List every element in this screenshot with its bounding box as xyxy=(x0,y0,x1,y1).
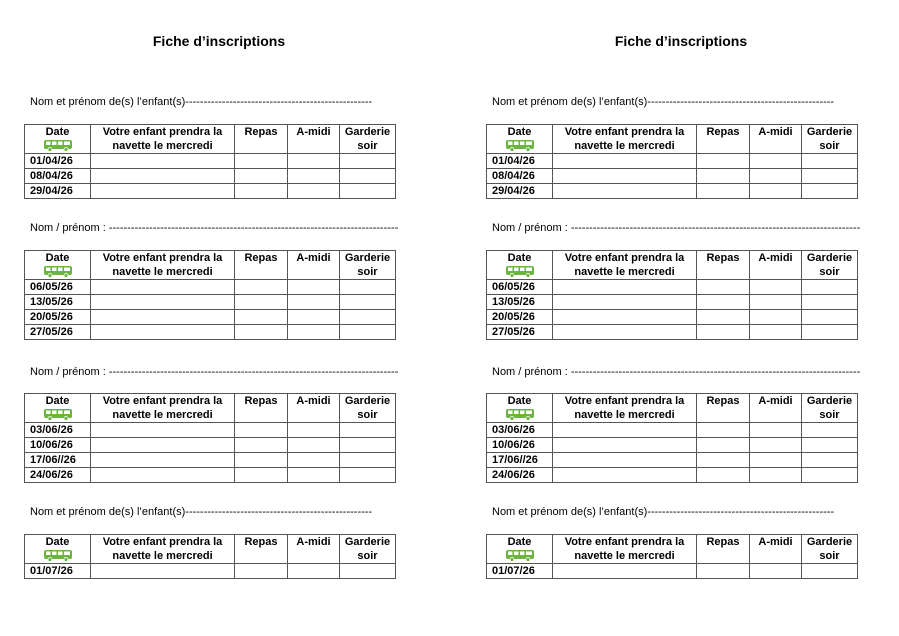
entry-cell-shuttle[interactable] xyxy=(553,564,697,579)
entry-cell-meal[interactable] xyxy=(235,468,288,483)
date-cell: 08/04/26 xyxy=(25,169,91,184)
column-header-shuttle: Votre enfant prendra la navette le mercredi xyxy=(553,125,697,154)
entry-cell-evening-care[interactable] xyxy=(340,325,396,340)
column-header-afternoon: A-midi xyxy=(288,251,340,280)
table-row xyxy=(487,468,858,483)
column-header-date xyxy=(25,125,91,154)
entry-cell-shuttle[interactable] xyxy=(91,310,235,325)
bus-icon xyxy=(505,265,535,278)
column-header-date xyxy=(487,251,553,280)
child-name-line: Nom et prénom de(s) l’enfant(s)--------------------------------------------------- xyxy=(30,506,373,518)
table-header-row xyxy=(25,535,396,564)
table-row xyxy=(487,453,858,468)
child-name-line: Nom / prénom : ------------------------------------------------------------------------------- xyxy=(30,222,399,234)
column-header-evening-care: Garderie soir xyxy=(802,125,858,154)
entry-cell-afternoon[interactable] xyxy=(288,184,340,199)
bus-icon xyxy=(43,139,73,152)
entry-cell-evening-care[interactable] xyxy=(802,295,858,310)
date-cell: 10/06/26 xyxy=(487,438,553,453)
date-cell: 06/05/26 xyxy=(487,280,553,295)
column-header-meal: Repas xyxy=(697,535,750,564)
entry-cell-meal[interactable] xyxy=(697,310,750,325)
column-header-meal: Repas xyxy=(235,251,288,280)
column-header-afternoon: A-midi xyxy=(288,125,340,154)
entry-cell-evening-care[interactable] xyxy=(802,154,858,169)
entry-cell-shuttle[interactable] xyxy=(91,295,235,310)
date-cell: 20/05/26 xyxy=(25,310,91,325)
registration-table xyxy=(24,534,396,579)
entry-cell-shuttle[interactable] xyxy=(553,310,697,325)
entry-cell-afternoon[interactable] xyxy=(288,295,340,310)
table-header-row xyxy=(25,251,396,280)
entry-cell-meal[interactable] xyxy=(235,295,288,310)
entry-cell-shuttle[interactable] xyxy=(91,169,235,184)
column-header-date xyxy=(487,125,553,154)
entry-cell-evening-care[interactable] xyxy=(340,423,396,438)
table-row xyxy=(25,295,396,310)
column-header-meal: Repas xyxy=(697,394,750,423)
entry-cell-evening-care[interactable] xyxy=(802,453,858,468)
bus-icon-wrapper xyxy=(487,265,552,278)
entry-cell-evening-care[interactable] xyxy=(340,453,396,468)
entry-cell-afternoon[interactable] xyxy=(750,325,802,340)
bus-icon xyxy=(505,408,535,421)
registration-table xyxy=(486,250,858,340)
entry-cell-afternoon[interactable] xyxy=(288,438,340,453)
entry-cell-afternoon[interactable] xyxy=(750,280,802,295)
column-header-afternoon: A-midi xyxy=(750,394,802,423)
entry-cell-meal[interactable] xyxy=(235,310,288,325)
registration-table xyxy=(486,534,858,579)
column-header-shuttle: Votre enfant prendra la navette le mercredi xyxy=(91,394,235,423)
column-header-afternoon: A-midi xyxy=(750,125,802,154)
date-header-label: Date xyxy=(45,395,70,407)
entry-cell-evening-care[interactable] xyxy=(802,564,858,579)
entry-cell-evening-care[interactable] xyxy=(340,295,396,310)
date-header-label: Date xyxy=(45,536,70,548)
bus-icon-wrapper xyxy=(25,408,90,421)
date-cell: 27/05/26 xyxy=(487,325,553,340)
entry-cell-meal[interactable] xyxy=(697,169,750,184)
date-header-label: Date xyxy=(45,126,70,138)
entry-cell-afternoon[interactable] xyxy=(750,169,802,184)
entry-cell-afternoon[interactable] xyxy=(750,468,802,483)
entry-cell-meal[interactable] xyxy=(697,325,750,340)
entry-cell-evening-care[interactable] xyxy=(802,423,858,438)
column-header-afternoon: A-midi xyxy=(750,251,802,280)
entry-cell-meal[interactable] xyxy=(697,280,750,295)
entry-cell-afternoon[interactable] xyxy=(750,423,802,438)
registration-table xyxy=(24,250,396,340)
entry-cell-afternoon[interactable] xyxy=(288,310,340,325)
column-header-shuttle: Votre enfant prendra la navette le mercredi xyxy=(91,251,235,280)
entry-cell-meal[interactable] xyxy=(697,453,750,468)
bus-icon-wrapper xyxy=(25,139,90,152)
column-header-shuttle: Votre enfant prendra la navette le mercredi xyxy=(553,251,697,280)
entry-cell-meal[interactable] xyxy=(697,468,750,483)
entry-cell-shuttle[interactable] xyxy=(91,325,235,340)
column-header-date xyxy=(25,394,91,423)
bus-icon-wrapper xyxy=(487,408,552,421)
table-row xyxy=(487,154,858,169)
bus-icon xyxy=(505,549,535,562)
entry-cell-shuttle[interactable] xyxy=(91,468,235,483)
table-row xyxy=(25,325,396,340)
child-name-line: Nom / prénom : ------------------------------------------------------------------------------- xyxy=(492,222,861,234)
column-header-afternoon: A-midi xyxy=(288,394,340,423)
table-row xyxy=(487,169,858,184)
entry-cell-meal[interactable] xyxy=(235,154,288,169)
column-header-evening-care: Garderie soir xyxy=(802,394,858,423)
entry-cell-shuttle[interactable] xyxy=(553,169,697,184)
table-header-row xyxy=(487,251,858,280)
column-header-shuttle: Votre enfant prendra la navette le mercredi xyxy=(91,535,235,564)
registration-table xyxy=(24,393,396,483)
date-cell: 03/06/26 xyxy=(25,423,91,438)
entry-cell-evening-care[interactable] xyxy=(340,468,396,483)
table-row xyxy=(487,184,858,199)
column-header-evening-care: Garderie soir xyxy=(340,535,396,564)
entry-cell-meal[interactable] xyxy=(235,438,288,453)
table-row xyxy=(487,280,858,295)
table-row xyxy=(25,184,396,199)
entry-cell-evening-care[interactable] xyxy=(802,325,858,340)
entry-cell-afternoon[interactable] xyxy=(288,169,340,184)
entry-cell-shuttle[interactable] xyxy=(91,280,235,295)
child-name-line: Nom et prénom de(s) l’enfant(s)--------------------------------------------------- xyxy=(492,96,835,108)
table-row xyxy=(25,169,396,184)
date-cell: 17/06//26 xyxy=(25,453,91,468)
date-header-label: Date xyxy=(507,252,532,264)
table-row xyxy=(25,310,396,325)
table-header-row xyxy=(25,125,396,154)
entry-cell-shuttle[interactable] xyxy=(553,325,697,340)
bus-icon xyxy=(43,265,73,278)
column-header-date xyxy=(487,394,553,423)
column-header-evening-care: Garderie soir xyxy=(340,125,396,154)
date-cell: 01/07/26 xyxy=(25,564,91,579)
table-row xyxy=(25,564,396,579)
bus-icon xyxy=(505,139,535,152)
date-cell: 13/05/26 xyxy=(25,295,91,310)
date-cell: 17/06//26 xyxy=(487,453,553,468)
column-header-evening-care: Garderie soir xyxy=(340,251,396,280)
table-header-row xyxy=(25,394,396,423)
entry-cell-meal[interactable] xyxy=(235,184,288,199)
entry-cell-evening-care[interactable] xyxy=(802,310,858,325)
entry-cell-shuttle[interactable] xyxy=(553,438,697,453)
column-header-shuttle: Votre enfant prendra la navette le mercredi xyxy=(91,125,235,154)
entry-cell-shuttle[interactable] xyxy=(553,184,697,199)
entry-cell-evening-care[interactable] xyxy=(802,184,858,199)
date-cell: 20/05/26 xyxy=(487,310,553,325)
table-row xyxy=(487,295,858,310)
date-header-label: Date xyxy=(507,536,532,548)
table-row xyxy=(487,423,858,438)
table-row xyxy=(25,468,396,483)
entry-cell-evening-care[interactable] xyxy=(340,280,396,295)
entry-cell-evening-care[interactable] xyxy=(340,438,396,453)
bus-icon xyxy=(43,408,73,421)
entry-cell-meal[interactable] xyxy=(697,295,750,310)
registration-table xyxy=(24,124,396,199)
entry-cell-shuttle[interactable] xyxy=(553,423,697,438)
column-header-date xyxy=(25,535,91,564)
table-header-row xyxy=(487,535,858,564)
entry-cell-shuttle[interactable] xyxy=(553,295,697,310)
entry-cell-afternoon[interactable] xyxy=(750,310,802,325)
entry-cell-meal[interactable] xyxy=(697,154,750,169)
date-cell: 10/06/26 xyxy=(25,438,91,453)
column-header-meal: Repas xyxy=(235,125,288,154)
date-cell: 03/06/26 xyxy=(487,423,553,438)
bus-icon-wrapper xyxy=(487,139,552,152)
bus-icon-wrapper xyxy=(487,549,552,562)
registration-table xyxy=(486,393,858,483)
date-cell: 01/04/26 xyxy=(25,154,91,169)
date-header-label: Date xyxy=(507,126,532,138)
entry-cell-afternoon[interactable] xyxy=(750,295,802,310)
entry-cell-afternoon[interactable] xyxy=(288,325,340,340)
entry-cell-evening-care[interactable] xyxy=(802,169,858,184)
entry-cell-afternoon[interactable] xyxy=(750,154,802,169)
bus-icon-wrapper xyxy=(25,549,90,562)
entry-cell-evening-care[interactable] xyxy=(802,280,858,295)
form-title: Fiche d’inscriptions xyxy=(614,33,748,49)
bus-icon-wrapper xyxy=(25,265,90,278)
column-header-shuttle: Votre enfant prendra la navette le mercredi xyxy=(553,535,697,564)
entry-cell-shuttle[interactable] xyxy=(553,453,697,468)
column-header-meal: Repas xyxy=(235,394,288,423)
table-row xyxy=(25,438,396,453)
column-header-date xyxy=(25,251,91,280)
table-row xyxy=(487,564,858,579)
column-header-evening-care: Garderie soir xyxy=(802,535,858,564)
entry-cell-shuttle[interactable] xyxy=(91,184,235,199)
entry-cell-shuttle[interactable] xyxy=(91,453,235,468)
column-header-date xyxy=(487,535,553,564)
date-cell: 08/04/26 xyxy=(487,169,553,184)
date-cell: 29/04/26 xyxy=(487,184,553,199)
date-header-label: Date xyxy=(45,252,70,264)
entry-cell-afternoon[interactable] xyxy=(288,564,340,579)
entry-cell-evening-care[interactable] xyxy=(340,310,396,325)
entry-cell-shuttle[interactable] xyxy=(91,423,235,438)
entry-cell-shuttle[interactable] xyxy=(91,438,235,453)
entry-cell-afternoon[interactable] xyxy=(288,468,340,483)
entry-cell-afternoon[interactable] xyxy=(288,280,340,295)
table-row xyxy=(25,154,396,169)
table-row xyxy=(487,438,858,453)
form-copy-right xyxy=(486,0,876,636)
column-header-afternoon: A-midi xyxy=(750,535,802,564)
column-header-meal: Repas xyxy=(697,251,750,280)
entry-cell-meal[interactable] xyxy=(697,423,750,438)
column-header-afternoon: A-midi xyxy=(288,535,340,564)
child-name-line: Nom et prénom de(s) l’enfant(s)--------------------------------------------------- xyxy=(30,96,373,108)
date-cell: 13/05/26 xyxy=(487,295,553,310)
column-header-shuttle: Votre enfant prendra la navette le mercredi xyxy=(553,394,697,423)
date-cell: 01/07/26 xyxy=(487,564,553,579)
table-header-row xyxy=(487,125,858,154)
table-row xyxy=(487,310,858,325)
column-header-meal: Repas xyxy=(235,535,288,564)
table-row xyxy=(25,280,396,295)
child-name-line: Nom / prénom : ------------------------------------------------------------------------------- xyxy=(30,366,399,378)
column-header-meal: Repas xyxy=(697,125,750,154)
entry-cell-meal[interactable] xyxy=(697,564,750,579)
date-cell: 24/06/26 xyxy=(487,468,553,483)
entry-cell-shuttle[interactable] xyxy=(91,564,235,579)
table-row xyxy=(25,423,396,438)
entry-cell-evening-care[interactable] xyxy=(340,169,396,184)
child-name-line: Nom / prénom : ------------------------------------------------------------------------------- xyxy=(492,366,861,378)
table-row xyxy=(25,453,396,468)
entry-cell-afternoon[interactable] xyxy=(288,453,340,468)
entry-cell-shuttle[interactable] xyxy=(553,468,697,483)
entry-cell-afternoon[interactable] xyxy=(750,564,802,579)
entry-cell-evening-care[interactable] xyxy=(340,564,396,579)
table-header-row xyxy=(487,394,858,423)
entry-cell-meal[interactable] xyxy=(235,423,288,438)
entry-cell-afternoon[interactable] xyxy=(750,184,802,199)
entry-cell-shuttle[interactable] xyxy=(553,154,697,169)
entry-cell-meal[interactable] xyxy=(235,280,288,295)
date-cell: 29/04/26 xyxy=(25,184,91,199)
entry-cell-meal[interactable] xyxy=(697,184,750,199)
entry-cell-evening-care[interactable] xyxy=(340,184,396,199)
entry-cell-afternoon[interactable] xyxy=(288,423,340,438)
entry-cell-shuttle[interactable] xyxy=(553,280,697,295)
form-copy-left xyxy=(24,0,414,636)
entry-cell-evening-care[interactable] xyxy=(802,468,858,483)
entry-cell-evening-care[interactable] xyxy=(802,438,858,453)
entry-cell-afternoon[interactable] xyxy=(750,438,802,453)
entry-cell-afternoon[interactable] xyxy=(750,453,802,468)
column-header-evening-care: Garderie soir xyxy=(340,394,396,423)
table-row xyxy=(487,325,858,340)
bus-icon xyxy=(43,549,73,562)
entry-cell-shuttle[interactable] xyxy=(91,154,235,169)
form-title: Fiche d’inscriptions xyxy=(152,33,286,49)
entry-cell-meal[interactable] xyxy=(235,453,288,468)
entry-cell-evening-care[interactable] xyxy=(340,154,396,169)
registration-table xyxy=(486,124,858,199)
date-header-label: Date xyxy=(507,395,532,407)
date-cell: 27/05/26 xyxy=(25,325,91,340)
entry-cell-meal[interactable] xyxy=(235,325,288,340)
date-cell: 01/04/26 xyxy=(487,154,553,169)
entry-cell-afternoon[interactable] xyxy=(288,154,340,169)
column-header-evening-care: Garderie soir xyxy=(802,251,858,280)
entry-cell-meal[interactable] xyxy=(235,564,288,579)
date-cell: 24/06/26 xyxy=(25,468,91,483)
entry-cell-meal[interactable] xyxy=(697,438,750,453)
child-name-line: Nom et prénom de(s) l’enfant(s)--------------------------------------------------- xyxy=(492,506,835,518)
entry-cell-meal[interactable] xyxy=(235,169,288,184)
date-cell: 06/05/26 xyxy=(25,280,91,295)
